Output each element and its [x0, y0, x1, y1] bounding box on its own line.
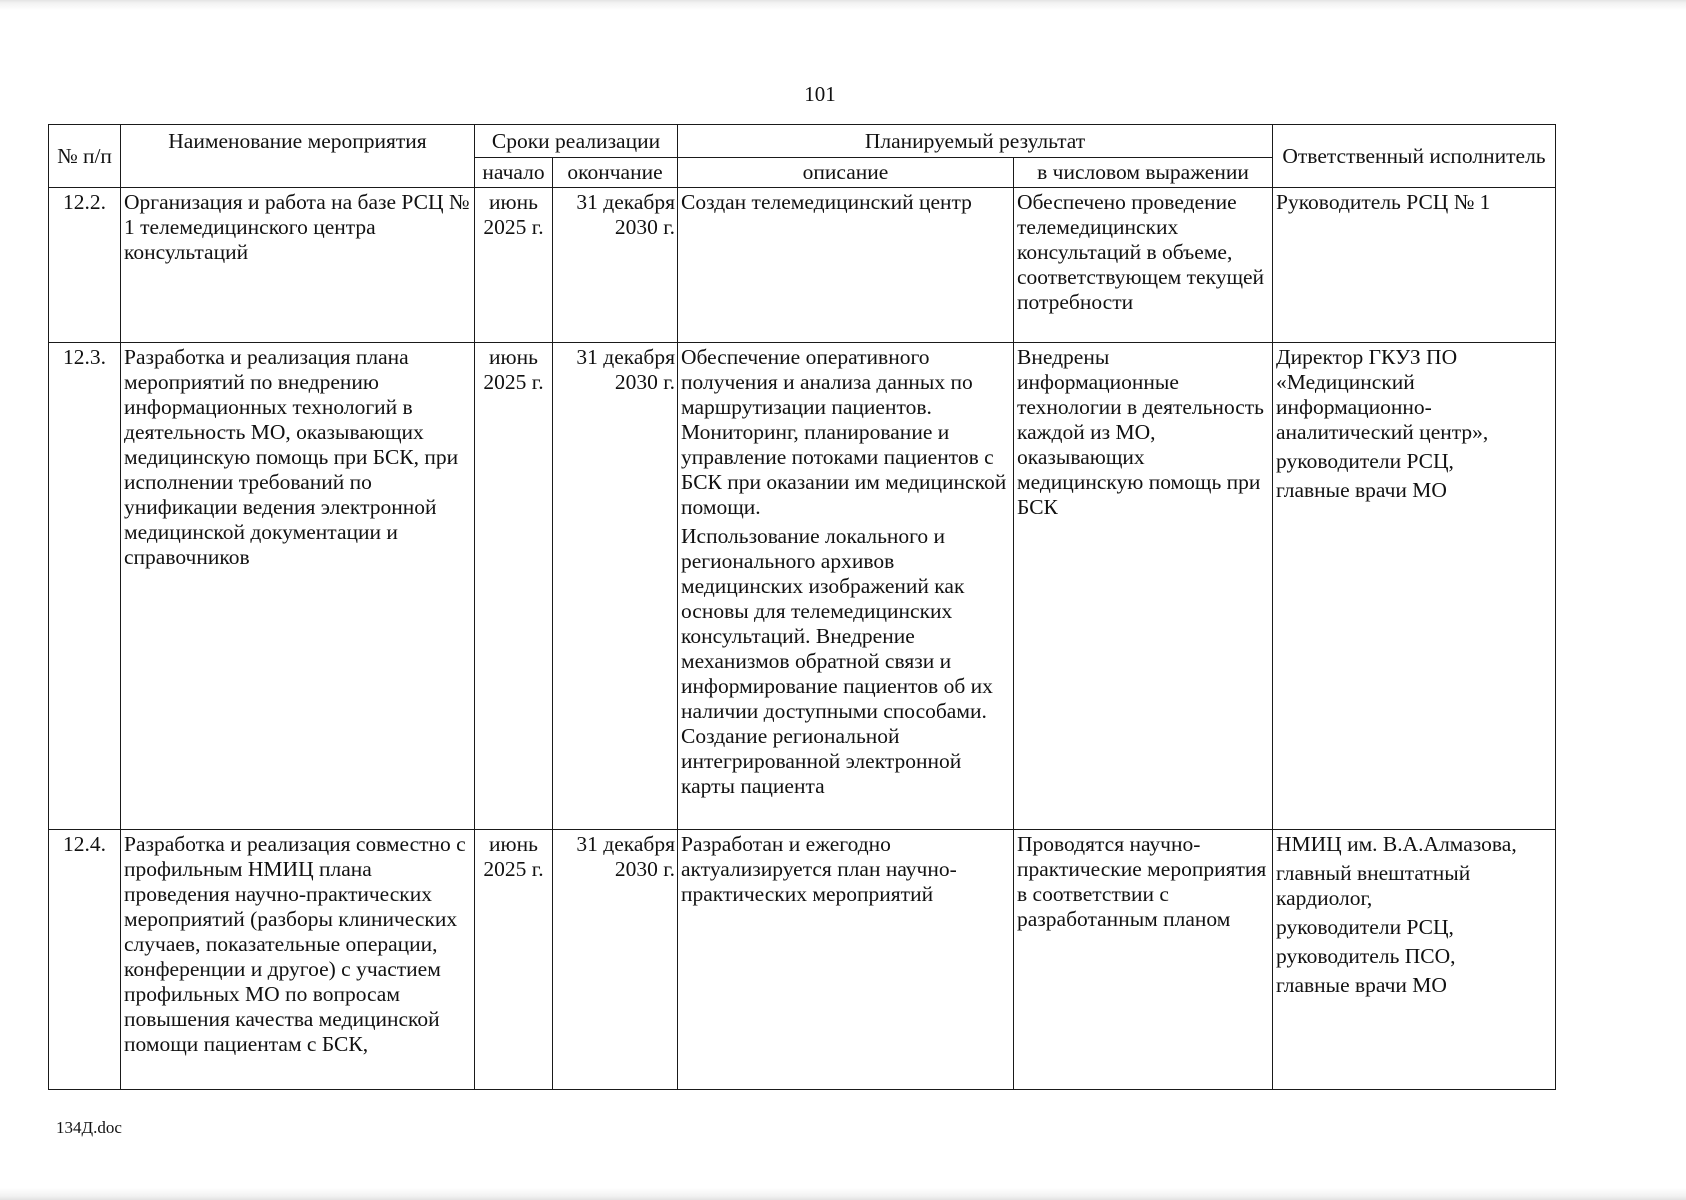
- scan-edge-top: [0, 0, 1686, 10]
- header-name: Наименование мероприятия: [121, 125, 475, 188]
- activities-table: [48, 124, 1556, 1090]
- responsible-line: главный внештатный кардиолог,: [1276, 861, 1471, 910]
- row-start: июнь 2025 г.: [475, 343, 553, 830]
- row-end: 31 декабря 2030 г.: [553, 830, 678, 1090]
- row-start: июнь 2025 г.: [475, 188, 553, 343]
- row-name: Организация и работа на базе РСЦ № 1 телемедицинского центра консультаций: [121, 188, 475, 343]
- row-name: Разработка и реализация плана мероприятий по внедрению информационных технологий в деятельность МО, оказывающих медицинскую помощь при БСК, при исполнении требований по унификации ведения электронной медицинской документации и справочников: [121, 343, 475, 830]
- row-desc: [678, 343, 1014, 830]
- responsible-line: руководители РСЦ,: [1276, 915, 1454, 939]
- scan-edge-bottom: [0, 1188, 1686, 1200]
- row-start: июнь 2025 г.: [475, 830, 553, 1090]
- row-responsible: [1273, 188, 1556, 343]
- row-end: 31 декабря 2030 г.: [553, 343, 678, 830]
- row-desc: [678, 188, 1014, 343]
- row-num: 12.3.: [49, 343, 121, 830]
- table-row: [49, 343, 1556, 830]
- row-responsible: [1273, 830, 1556, 1090]
- desc-paragraph: Обеспечение оперативного получения и анализа данных по маршрутизации пациентов. Мониторинг, планирование и управление потоками пациентов с БСК при оказании им медицинской помощи.: [681, 345, 1007, 519]
- row-desc: [678, 830, 1014, 1090]
- header-num: № п/п: [49, 125, 121, 188]
- responsible-line: руководители РСЦ,: [1276, 449, 1454, 473]
- row-num: 12.4.: [49, 830, 121, 1090]
- header-terms: Сроки реализации: [475, 125, 678, 158]
- responsible-line: Директор ГКУЗ ПО «Медицинский информационно-аналитический центр»,: [1276, 345, 1489, 444]
- header-result-desc: описание: [678, 158, 1014, 188]
- header-terms-start: начало: [475, 158, 553, 188]
- row-numeric: Проводятся научно-практические мероприятия в соответствии с разработанным планом: [1014, 830, 1273, 1090]
- row-end: 31 декабря 2030 г.: [553, 188, 678, 343]
- responsible-line: руководитель ПСО,: [1276, 944, 1456, 968]
- responsible-line: главные врачи МО: [1276, 478, 1447, 502]
- table-row: [49, 830, 1556, 1090]
- desc-paragraph: Создан телемедицинский центр: [681, 190, 972, 214]
- table-row: [49, 188, 1556, 343]
- row-responsible: [1273, 343, 1556, 830]
- row-numeric: Обеспечено проведение телемедицинских консультаций в объеме, соответствующем текущей потребности: [1014, 188, 1273, 343]
- header-responsible: Ответственный исполнитель: [1273, 125, 1556, 188]
- header-result-numeric: в числовом выражении: [1014, 158, 1273, 188]
- footer-filename: 134Д.doc: [56, 1118, 122, 1137]
- desc-paragraph: Использование локального и регионального архивов медицинских изображений как основы для телемедицинских консультаций. Внедрение механизмов обратной связи и информирование пациентов об их наличии доступными способами. Создание региональной интегрированной электронной карты пациента: [681, 524, 993, 798]
- responsible-line: Руководитель РСЦ № 1: [1276, 190, 1491, 214]
- header-terms-end: окончание: [553, 158, 678, 188]
- row-name: Разработка и реализация совместно с профильным НМИЦ плана проведения научно-практических мероприятий (разборы клинических случаев, показательные операции, конференции и другое) с участием профильных МО по вопросам повышения качества медицинской помощи пациентам с БСК,: [121, 830, 475, 1090]
- row-numeric: Внедрены информационные технологии в деятельность каждой из МО, оказывающих медицинскую помощь при БСК: [1014, 343, 1273, 830]
- header-result: Планируемый результат: [678, 125, 1273, 158]
- desc-paragraph: Разработан и ежегодно актуализируется план научно-практических мероприятий: [681, 832, 957, 906]
- responsible-line: главные врачи МО: [1276, 973, 1447, 997]
- responsible-line: НМИЦ им. В.А.Алмазова,: [1276, 832, 1517, 856]
- page-number: 101: [804, 82, 836, 106]
- row-num: 12.2.: [49, 188, 121, 343]
